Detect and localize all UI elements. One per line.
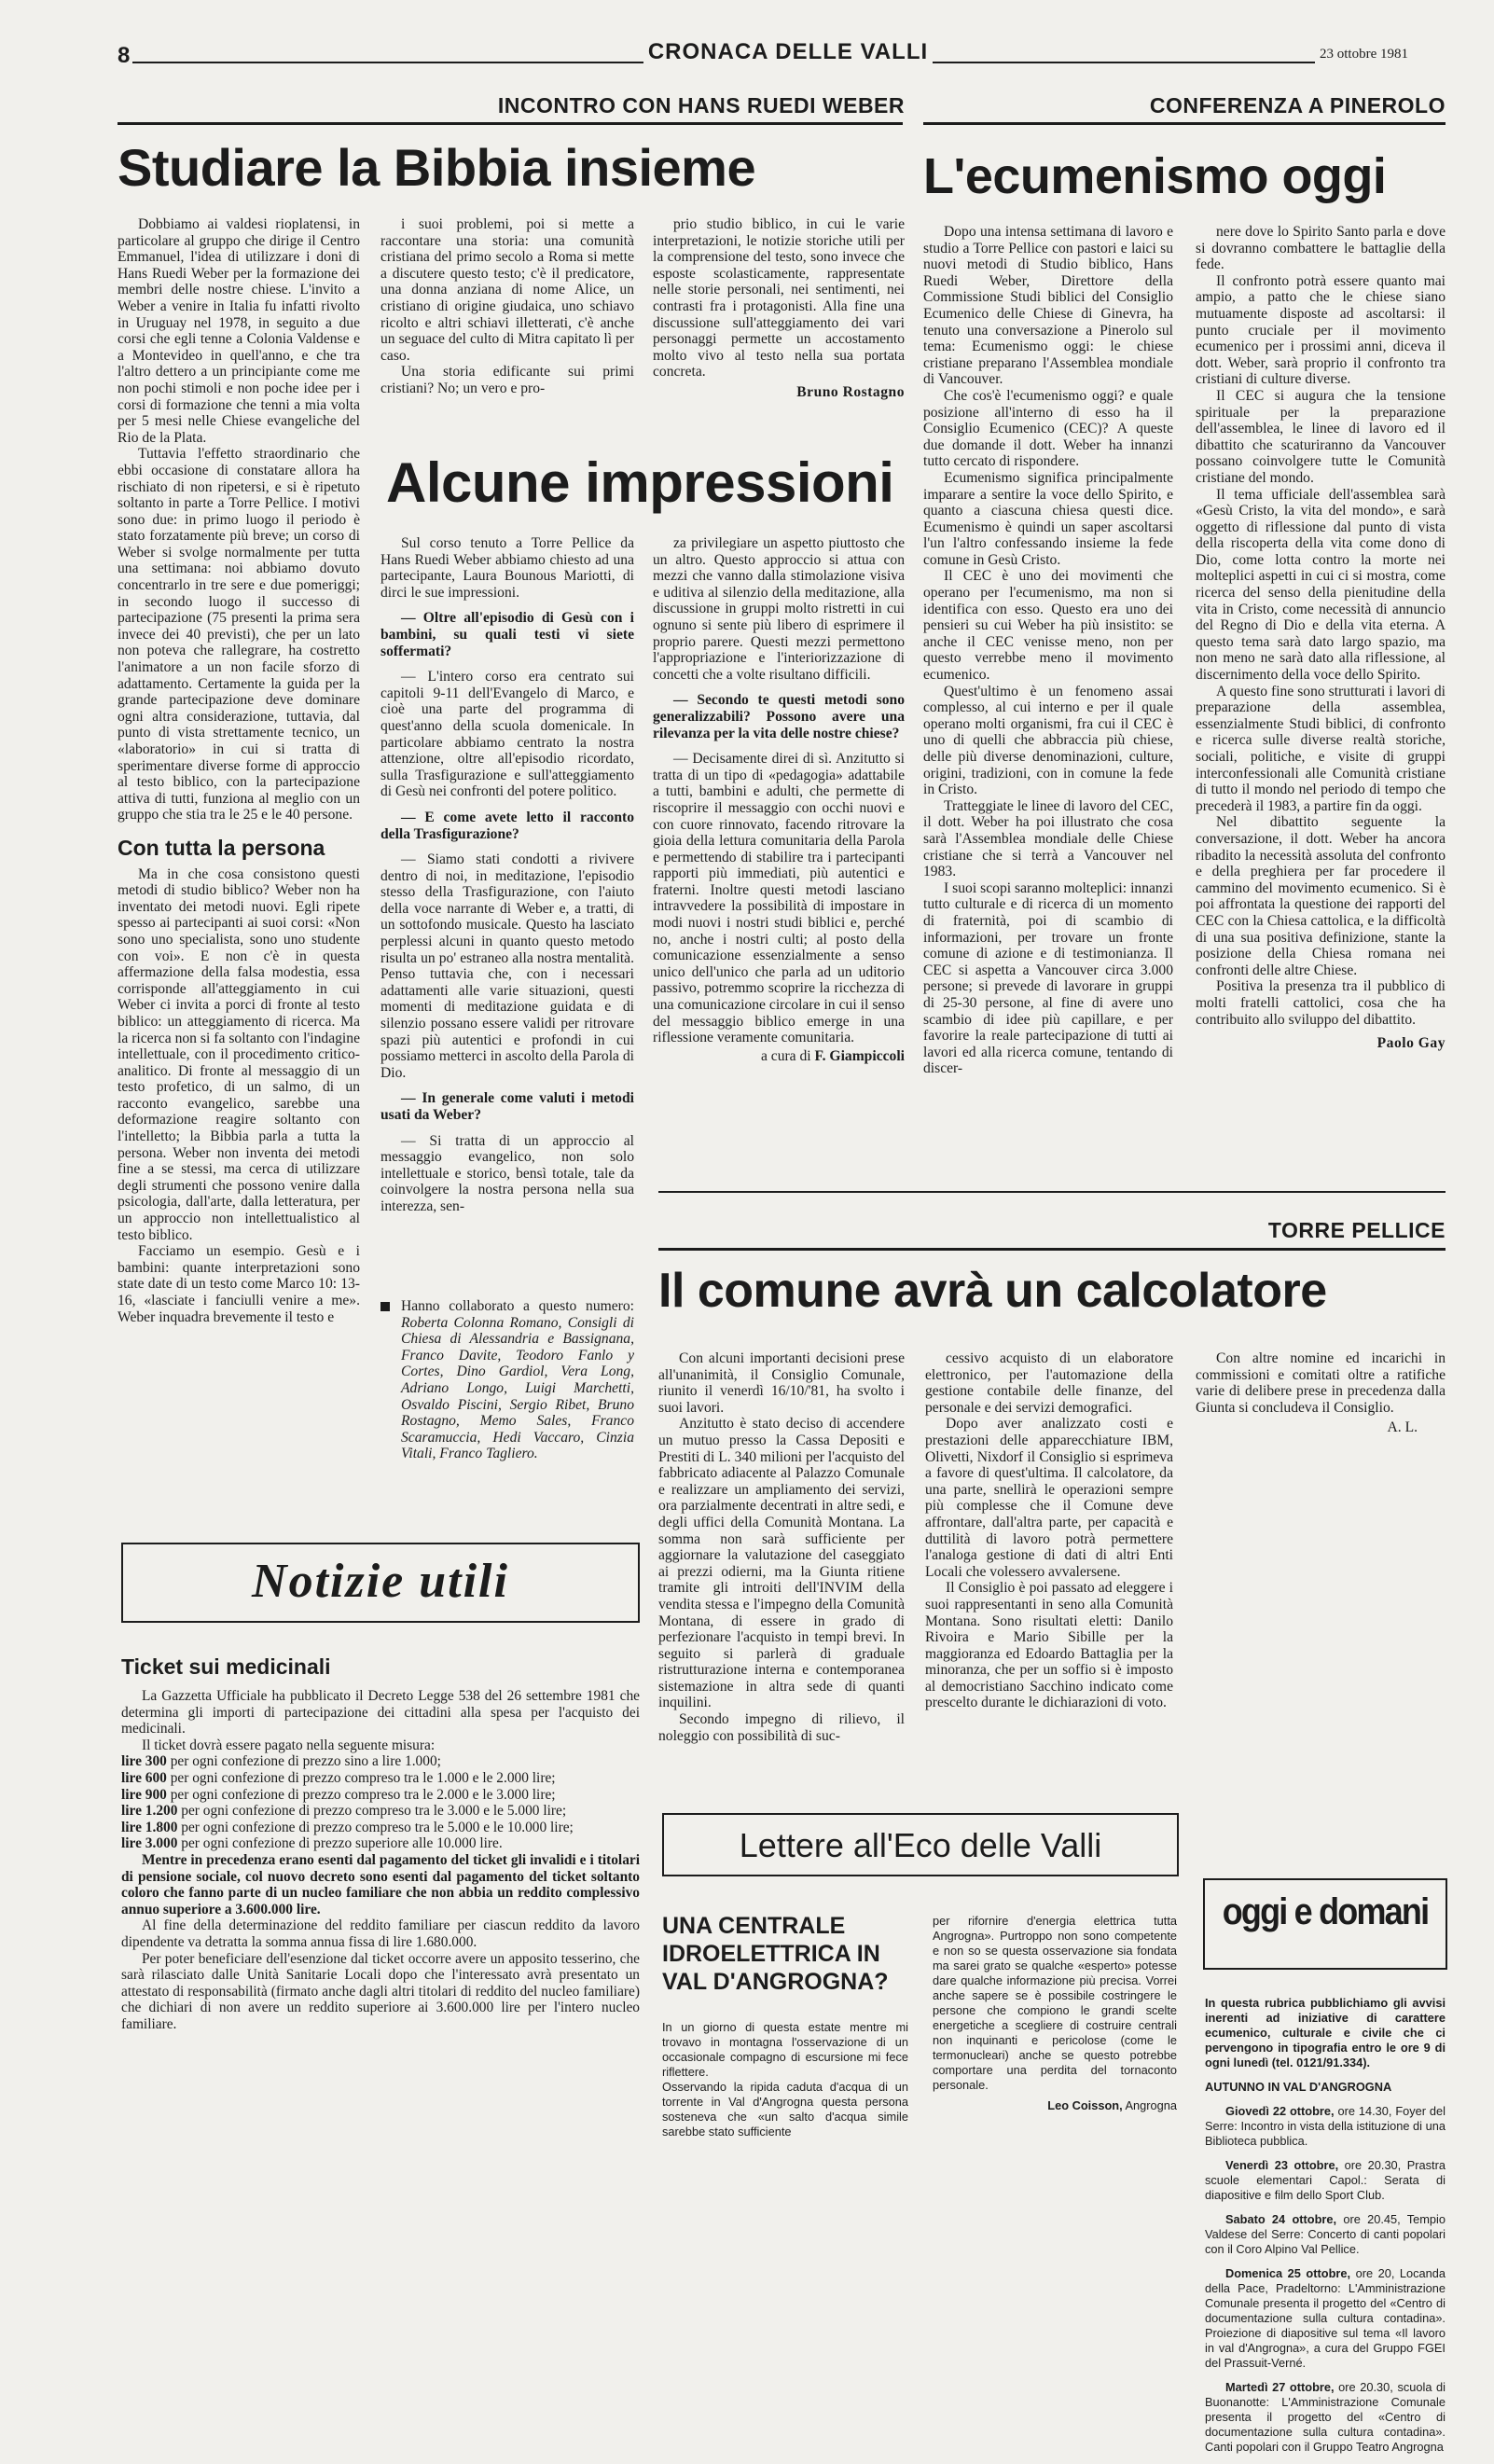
calculator-col2-p1: cessivo acquisto di un elaboratore elettronico, per l'automazione della gestione contabile delle finanze, del personale e dei servizi demografici. xyxy=(925,1350,1173,1416)
bible-col1-p2: Tuttavia l'effetto straordinario che ebbi occasione di constatare allora ha rischiato di non ripetersi, e si è ripetuto soltanto in parte a Torre Pellice. I motivi sono due: in primo luogo il periodo è stato forzatamente più breve; un corso di Weber si svolge normalmente per tutta una settimana: noi abbiamo dovuto concentrarlo in tre sere e due pomeriggi; in secondo luogo il successo di partecipazione (75 presenti la prima sera invece dei 40 previsti), che per un lato non poteva che rallegrare, ha costretto l'animatore a un non facile sforzo di adattamento. Certamente la guida per la grande partecipazione deve dominare ogni altra considerazione, tuttavia, dal punto di vista strettamente tecnico, un «laboratorio» in cui si tratta di sperimentare diverse forme di approccio al testo biblico, con la partecipazione attiva di tutti, funziona al meglio con un gruppo che stia tra le 25 e le 40 persone. xyxy=(118,446,360,824)
impressions-signature-prefix: a cura di xyxy=(760,1047,811,1064)
ecumenism-col2-p7: Positiva la presenza tra il pubblico di molti fratelli cattolici, cosa che ha contribuito allo sviluppo del dibattito. xyxy=(1196,978,1446,1028)
ticket-price: lire 1.800 xyxy=(121,1819,178,1835)
bible-kicker-rule xyxy=(118,122,903,125)
paper-title: CRONACA DELLE VALLI xyxy=(647,39,929,64)
letters-col1: In un giorno di questa estate mentre mi trovavo in montagna l'osservazione di un occasionale compagno di escursione mi fece riflettere. Osservando la ripida caduta d'acqua di un torrente in Val d'Angrogna questa persona sosteneva che «un salto d'acqua simile sarebbe stato sufficiente xyxy=(662,2020,908,2139)
notices-subhead: Ticket sui medicinali xyxy=(121,1654,331,1679)
calculator-col3 xyxy=(1196,1350,1446,1436)
bible-col2-p2: Una storia edificante sui primi cristiani? No; un vero e pro- xyxy=(380,364,634,396)
notices-para3: Per poter beneficiare dell'esenzione dal ticket occorre avere un apposito tesserino, che sarà rilasciato dalle Unità Sanitarie Locali dopo che l'interessato avrà presentato un attestato di responsabilità (firmato anche dagli altri titolari di reddito del nucleo familiare) che dichiari di non avere un reddito superiore ai 3.600.000 lire per l'intero nucleo familiare. xyxy=(121,1950,640,2032)
page-number: 8 xyxy=(118,43,131,68)
impressions-col2 xyxy=(653,535,905,1064)
impressions-a3: — Si tratta di un approccio al messaggio evangelico, non solo intellettuale e storico, bensì totale, tale da coinvolgere la nostra persona nella sua interezza, sen- xyxy=(380,1132,634,1214)
impressions-a4: — Decisamente direi di sì. Anzitutto si tratta di un tipo di «pedagogia» adattabile a tutti, bambini e adulti, che permette di riscoprire il messaggio con occhi nuovi e con cuore rinnovato, facendo ritrovare la gioia della lettura comunitaria della Parola e permettendo di stabilire tra i partecipanti rapporti più immediati, più autentici e fraterni. Inoltre questi metodi lasciano intravvedere la possibilità di impostare in modi nuovi i nostri studi biblici e, perché no, anche i nostri culti; al posto della comunicazione essenzialmente a senso unico dell'unico che parla ad un uditorio passivo, potremmo scoprire la ricchezza di una comunicazione circolare in cui il senso del messaggio biblico emerge in una riflessione veramente comunitaria. xyxy=(653,751,905,1046)
ecumenism-col1-p3: Ecumenismo significa principalmente imparare a sentire la voce dello Spirito, e quanto a ciascuna chiesa questi dice. Ecumenismo è quindi un saper ascoltarsi l'un l'altro confessando insieme la fede comune in Gesù Cristo. xyxy=(923,469,1173,568)
collaborators-block xyxy=(380,1298,634,1462)
ecumenism-signature: Paolo Gay xyxy=(1376,1035,1446,1052)
agenda-intro: In questa rubrica pubblichiamo gli avvisi inerenti ad iniziative di carattere ecumenico, culturale e civile che ci pervengono in tipografia entro le ore 9 di ogni lunedì (tel. 0121/91.334). xyxy=(1205,1996,1446,2069)
impressions-signature: F. Giampiccoli xyxy=(814,1047,905,1064)
agenda-item-text: ore 20.30, scuola di Buonanotte: L'Amministrazione Comunale presenta il progetto del «Centro di documentazione sulla cultura contadina». Canti popolari con il Gruppo Teatro Angrogna xyxy=(1205,2380,1446,2454)
agenda-item-date: Sabato 24 ottobre, xyxy=(1225,2212,1337,2226)
letters-signature: Leo Coisson, xyxy=(1047,2098,1123,2112)
agenda-item xyxy=(1205,2266,1446,2371)
ticket-desc: per ogni confezione di prezzo compreso tra le 1.000 e le 2.000 lire; xyxy=(170,1769,556,1786)
calculator-col2-p3: Il Consiglio è poi passato ad eleggere i suoi rappresentanti in seno alla Comunità Montana. Sono risultati eletti: Danilo Rivoira e Mario Sibille per la maggioranza ed Edoardo Battaglia per la minoranza, che per un soffio si è imposto al democristiano Sacchino indicato come prescelto durante le dichiarazioni di voto. xyxy=(925,1580,1173,1711)
ticket-price: lire 900 xyxy=(121,1786,167,1803)
bible-signature: Bruno Rostagno xyxy=(796,383,905,400)
agenda-item-date: Domenica 25 ottobre, xyxy=(1225,2266,1351,2280)
ticket-row xyxy=(121,1770,640,1787)
calculator-col2 xyxy=(925,1350,1173,1711)
ticket-price: lire 300 xyxy=(121,1753,167,1770)
calculator-col1-p2: Anzitutto è stato deciso di accendere un mutuo presso la Cassa Depositi e Prestiti di L. 340 milioni per l'acquisto del fabbricato adiacente al Palazzo Comunale e realizzare un ampliamento dei servizi, ora parzialmente decentrati in altre sedi, e degli uffici della Comunità Montana. La somma non sarà sufficiente per aggiornare la valutazione del caseggiato ai prezzi odierni, ma la Giunta ritiene tramite gli introiti dell'INVIM della vendita stessa e l'impegno della Comunità Montana, di essere in grado di perfezionare l'acquisto in tempi brevi. In seguito si parlerà di graduale ristrutturazione interna e contemporanea sistemazione in altra sede di quanti inquilini. xyxy=(658,1416,905,1711)
agenda-item xyxy=(1205,2212,1446,2257)
agenda-item-text: ore 20, Locanda della Pace, Pradeltorno: L'Amministrazione Comunale presenta il progetto del «Centro di documentazione sulla cultura contadina». Proiezione di diapositive sul tema «Il lavoro in val d'Angrogna», a cura del Gruppo FGEI del Prassuit-Verné. xyxy=(1205,2266,1446,2370)
ticket-row xyxy=(121,1803,640,1820)
ticket-desc: per ogni confezione di prezzo sino a lire 1.000; xyxy=(170,1753,441,1770)
ticket-price: lire 600 xyxy=(121,1769,167,1786)
letters-signature-line xyxy=(933,2098,1177,2113)
calculator-col2-p2: Dopo aver analizzato costi e prestazioni delle apparecchiature IBM, Olivetti, Nixdorf il Consiglio si esprimeva a favore di quest'ultima. Il calcolatore, da una parte, snellirà le operazioni sempre più complesse che il Comune deve affrontare, dall'altra parte, per capacità e duttilità di lavoro potrà permettere l'analoga gestione di dati di altri Enti Locali che volessero avvalersene. xyxy=(925,1416,1173,1580)
ecumenism-col1 xyxy=(923,224,1173,1077)
ecumenism-title: L'ecumenismo oggi xyxy=(923,148,1387,204)
ticket-desc: per ogni confezione di prezzo compreso tra le 3.000 e le 5.000 lire; xyxy=(181,1803,567,1820)
impressions-a1: — L'intero corso era centrato sui capitoli 9-11 dell'Evangelo di Marco, e cioè una parte del programma di quest'anno della scuola domenicale. In particolare abbiamo centrato la nostra attenzione, oltre all'episodio ricordato, sulla Trasfigurazione e sull'atteggiamento di Gesù nei confronti del potere politico. xyxy=(380,669,634,800)
bible-kicker: INCONTRO CON HANS RUEDI WEBER xyxy=(497,93,905,118)
ecumenism-col2-p5: A questo fine sono strutturati i lavori di preparazione della assemblea, essenzialmente Studi biblici, di confronto e ricerca sulle diverse realtà storiche, sociali, politiche, e visite di gruppi interconfessionali alle Comunità cristiane di tutto il mondo nel periodo di tempo che precederà il 1983, a partire fin da oggi. xyxy=(1196,683,1446,814)
notices-intro: La Gazzetta Ufficiale ha pubblicato il Decreto Legge 538 del 26 settembre 1981 che determina gli importi di partecipazione dei cittadini alla spesa per l'acquisto dei medicinali. xyxy=(121,1688,640,1737)
agenda-item-text: ore 20.30, Prastra scuole elementari Capol.: Serata di diapositive e film dello Sport Club. xyxy=(1205,2158,1446,2202)
notices-intro2: Il ticket dovrà essere pagato nella seguente misura: xyxy=(142,1737,436,1753)
impressions-title: Alcune impressioni xyxy=(386,451,894,514)
agenda-body xyxy=(1205,1996,1446,2464)
ticket-row xyxy=(121,1820,640,1836)
agenda-item xyxy=(1205,2104,1446,2149)
impressions-q1: — Oltre all'episodio di Gesù con i bambini, su quali testi vi siete soffermati? xyxy=(380,610,634,659)
issue-date: 23 ottobre 1981 xyxy=(1320,47,1408,62)
agenda-item xyxy=(1205,2380,1446,2455)
collaborators-intro: Hanno collaborato a questo numero: xyxy=(401,1298,634,1314)
ticket-row xyxy=(121,1787,640,1804)
notices-title: Notizie utili xyxy=(252,1555,509,1608)
ticket-desc: per ogni confezione di prezzo compreso tra le 2.000 e le 3.000 lire; xyxy=(170,1786,556,1803)
ticket-price: lire 1.200 xyxy=(121,1803,178,1820)
bible-col1-p1: Dobbiamo ai valdesi rioplatensi, in particolare al gruppo che dirige il Centro Emmanuel, l'idea di utilizzare i doni di Hans Ruedi Weber per la formazione dei membri delle nostre chiese. L'invito a Weber a venire in Italia fu infatti rivolto in Uruguay nel 1978, in seguito a due corsi che egli tenne a Colonia Valdense e a Montevideo in quell'anno, e che tra l'altro dettero a un principiante come me non pochi stimoli e non poche idee per i corsi di formazione che tenni a mia volta per 5 mesi nelle Chiese evangeliche del Rio de la Plata. xyxy=(118,216,360,446)
agenda-item xyxy=(1205,2158,1446,2203)
letters-col2-text: per rifornire d'energia elettrica tutta Angrogna». Purtroppo non sono competente e non so se questa osservazione sia fondata ma sarei grato se qualche «esperto» potesse dare qualche informazione più precisa. Vorrei anche sapere se è possibile costringere le persone che compiono le grandi scelte energetiche a scegliere di costruire centrali non inquinanti e pericolose (come le termonucleari) anche se questo potrebbe comportare una perdita del tornaconto personale. xyxy=(933,1914,1177,2092)
ticket-desc: per ogni confezione di prezzo superiore alle 10.000 lire. xyxy=(181,1835,503,1852)
bullet-square-icon xyxy=(380,1302,390,1311)
bible-col3 xyxy=(653,216,905,401)
notices-body xyxy=(121,1688,640,2032)
letters-col2 xyxy=(933,1914,1177,2113)
collaborators-names: Roberta Colonna Romano, Consigli di Chiesa di Alessandria e Bassignana, Franco Davite, Teodoro Fanlo y Cortes, Dino Gardiol, Vera Long, Adriano Longo, Luigi Marchetti, Osvaldo Piscini, Sergio Ribet, Bruno Rostagno, Memo Sales, Franco Scaramuccia, Hedi Vaccaro, Cinzia Vitali, Franco Tagliero. xyxy=(401,1314,634,1462)
ticket-row xyxy=(121,1835,640,1852)
bible-subhead: Con tutta la persona xyxy=(118,835,325,860)
ecumenism-col2-p3: Il CEC si augura che la tensione spirituale per la preparazione dell'assemblea, le linee di lavoro ed il dibattito che scaturiranno da Vancouver possano coinvolgere tutte le Comunità cristiane del mondo. xyxy=(1196,387,1446,486)
calculator-signature: A. L. xyxy=(1387,1419,1418,1436)
bible-col3-p1: prio studio biblico, in cui le varie interpretazioni, le notizie storiche utili per la comprensione del testo, sono invece che esposte scolasticamente, rappresentate nelle storie personali, nei sentimenti, nei contrasti fra i protagonisti. Alla fine una discussione sull'atteggiamento dei vari personaggi permette un accostamento molto vivo al testo nella sua portata concreta. xyxy=(653,216,905,381)
calculator-kicker: TORRE PELLICE xyxy=(1267,1218,1446,1242)
agenda-item-date: Giovedì 22 ottobre, xyxy=(1225,2104,1335,2118)
ecumenism-col1-p4: Il CEC è uno dei movimenti che operano per l'ecumenismo, ma non si identifica con esso. Questo era uno dei pensieri su cui Weber ha più insistito: se anche il CEC venisse meno, non per questo verrebbe meno il movimento ecumenico. xyxy=(923,568,1173,684)
ecumenism-col2-p2: Il confronto potrà essere quanto mai ampio, a patto che le chiese siano mutuamente disposte ad ascoltarsi: il punto cruciale per il movimento ecumenico per i prossimi anni, diceva il dott. Weber, sarà proprio il confronto tra cristiani di culture diverse. xyxy=(1196,272,1446,388)
calculator-kicker-rule xyxy=(658,1248,1446,1251)
calculator-title: Il comune avrà un calcolatore xyxy=(658,1264,1327,1318)
notices-para2: Al fine della determinazione del reddito familiare per ciascun reddito da lavoro dipendente va detratta la somma annua fissa di lire 1.680.000. xyxy=(121,1917,640,1950)
bible-col1 xyxy=(118,216,360,1325)
ecumenism-col2 xyxy=(1196,224,1446,1052)
impressions-col3a: za privilegiare un aspetto piuttosto che un altro. Questo approccio si attua con mezzi che vanno dalla stimolazione visiva e uditiva al silenzio della meditazione, alla discussione in gruppi molto ristretti in cui ognuno si sente più libero di esprimere il proprio parere. Questi mezzi permettono l'appropriazione e l'interiorizzazione di concetti che a volte risultano difficili. xyxy=(653,535,905,683)
bible-col2-p1: i suoi problemi, poi si mette a raccontare una storia: una comunità cristiana del primo secolo a Roma si mette a discutere questo testo; c'è il predicatore, una donna anziana di nome Alice, un cristiano di origine giudaica, uno schiavo ricolto e altri schiavi illetterati, c'è anche un seguace del culto di Mitra capitato lì per caso. xyxy=(380,216,634,364)
bible-col1b-p1: Ma in che cosa consistono questi metodi di studio biblico? Weber non ha inventato dei metodi nuovi. Egli ripete spesso ai partecipanti ai suoi corsi: «Non sono uno specialista, sono uno studente con voi». E non c'è in questa affermazione della falsa modestia, essa corrisponde all'atteggiamento in cui Weber ci invita a porci di fronte al testo biblico: un atteggiamento di ricerca. Ma la ricerca non si fa soltanto con l'indagine intellettuale, con il procedimento critico-analitico. Di fronte al messaggio di un testo profetico, di un salmo, di un racconto evangelico, sarebbe una deformazione reagire soltanto con l'intelletto; la Bibbia parla a tutta la persona. Weber non inventa dei metodi fine a se stessi, ma cerca di utilizzare degli strumenti che possono venire dalla psicologia, dall'arte, dalla letteratura, per un approccio non intellettualistico al testo biblico. xyxy=(118,865,360,1243)
agenda-item-text: ore 20.45, Tempio Valdese del Serre: Concerto di canti popolari con il Coro Alpino Val Pellice. xyxy=(1205,2212,1446,2256)
impressions-intro: Sul corso tenuto a Torre Pellice da Hans Ruedi Weber abbiamo chiesto ad una partecipante, Laura Bounous Mariotti, di dirci le sue impressioni. xyxy=(380,535,634,601)
calculator-col1 xyxy=(658,1350,905,1744)
masthead-rule-left xyxy=(132,62,643,63)
ecumenism-col1-p7: I suoi scopi saranno molteplici: innanzi tutto culturale e di ricerca di un momento di fraternità, poi di scambio di informazioni, per trovare un fronte comune di azione e di testimonianza. Il CEC si aspetta a Vancouver circa 3.000 persone; si prevede di lavorare in gruppi di 25-30 persone, al fine di avere uno scambio di idee più capillare, e per favorire la reale partecipazione di tutti ai lavori ed alla ricerca comune, tentando di discer- xyxy=(923,879,1173,1077)
bible-col2 xyxy=(380,216,634,397)
ecumenism-kicker-rule xyxy=(923,122,1446,125)
agenda-logo: oggi e domani xyxy=(1222,1891,1429,1932)
agenda-item-date: Martedì 27 ottobre, xyxy=(1225,2380,1335,2394)
impressions-col1 xyxy=(380,535,634,1215)
ecumenism-col2-p6: Nel dibattito seguente la conversazione, il dott. Weber ha ancora ribadito la necessità assoluta del confronto e della preghiera per far procedere il cammino del movimento ecumenico. Si è poi affrontata la questione dei rapporti del CEC con la Chiesa cattolica, e la difficoltà di una sua positiva definizione, stante la posizione della Chiesa romana nei confronti delle altre Chiese. xyxy=(1196,814,1446,978)
ecumenism-col1-p6: Tratteggiate le linee di lavoro del CEC, il dott. Weber ha poi illustrato che cosa sarà l'Assemblea mondiale delle Chiese cristiane che si terrà a Vancouver nel 1983. xyxy=(923,797,1173,880)
ecumenism-col2-p4: Il tema ufficiale dell'assemblea sarà «Gesù Cristo, la vita del mondo», e sarà oggetto di riflessione dal punto di vista della riscoperta della vita come dono di Dio, come lotta contro la morte nei molteplici aspetti in cui ci si mostra, come ricerca del senso della pienitudine della vita in Cristo, come necessità di annuncio del Regno di Dio e della vita eterna. A questo tema sarà dato largo spazio, ma non meno ne sarà dato alla riflessione, al discernimento della voce dello Spirito. xyxy=(1196,486,1446,684)
calculator-col3-p1: Con altre nomine ed incarichi in commissioni e comitati oltre a ratifiche varie di delibere prese in precedenza dalla Giunta si concludeva il Consiglio. xyxy=(1196,1350,1446,1416)
letters-signature-place: Angrogna xyxy=(1125,2098,1177,2112)
agenda-section: AUTUNNO IN VAL D'ANGROGNA xyxy=(1205,2080,1392,2094)
calculator-col1-p3: Secondo impegno di rilievo, il noleggio con possibilità di suc- xyxy=(658,1711,905,1744)
agenda-items xyxy=(1205,2104,1446,2455)
agenda-item-text: ore 14.30, Foyer del Serre: Incontro in vista della istituzione di una Biblioteca pubblica. xyxy=(1205,2104,1446,2148)
ecumenism-col1-p1: Dopo una intensa settimana di lavoro e studio a Torre Pellice con pastori e laici su nuovi metodi di Studio biblico, Hans Ruedi Weber, Direttore della Commissione Studi biblici del Consiglio Ecumenico delle Chiese di Ginevra, ha tenuto una conversazione a Pinerolo sul tema: Ecumenismo oggi: le chiese cristiane preparano l'Assemblea mondiale di Vancouver. xyxy=(923,224,1173,388)
masthead-rule-right xyxy=(933,62,1315,63)
ticket-row xyxy=(121,1753,640,1770)
letters-headline: UNA CENTRALE IDROELETTRICA IN VAL D'ANGROGNA? xyxy=(662,1913,889,1995)
ecumenism-col1-p5: Quest'ultimo è un fenomeno assai complesso, al cui interno e per il quale operano molti organismi, fra cui il CEC è uno di quelli che abbraccia più chiese, delle più diverse denominazioni, culture, origini, tradizioni, con in comune la fede in Cristo. xyxy=(923,683,1173,798)
impressions-q3: — In generale come valuti i metodi usati da Weber? xyxy=(380,1090,634,1123)
impressions-q4: — Secondo te questi metodi sono generalizzabili? Possono avere una rilevanza per la vita delle nostre chiese? xyxy=(653,692,905,741)
ticket-list xyxy=(121,1753,640,1852)
calculator-col1-p1: Con alcuni importanti decisioni prese all'unanimità, il Consiglio Comunale, riunito il venerdì 16/10/'81, ha svolto i suoi lavori. xyxy=(658,1350,905,1416)
notices-para1: Mentre in precedenza erano esenti dal pagamento del ticket gli invalidi e i titolari di pensione sociale, col nuovo decreto sono esenti dal pagamento del ticket soltanto coloro che fanno parte di un nucleo familiare che non abbia un reddito complessivo annuo superiore a 3.600.000 lire. xyxy=(121,1851,640,1917)
impressions-a2: — Siamo stati condotti a rivivere dentro di noi, in meditazione, l'episodio stesso della Trasfigurazione, con l'aiuto della voce narrante di Weber e, a tratti, di un sottofondo musicale. Questo ha lasciato perplessi alcuni in quanto questo metodo risulta un po' estraneo alla nostra mentalità. Penso tuttavia che, con i necessari adattamenti alle varie situazioni, questi momenti di meditazione guidata e di silenzio possano essere validi per ritrovare spazi più autentici e profondi in cui possiamo metterci in ascolto della Parola di Dio. xyxy=(380,851,634,1081)
ticket-price: lire 3.000 xyxy=(121,1835,178,1852)
ecumenism-col1-p2: Che cos'è l'ecumenismo oggi? e quale posizione all'interno di esso ha il Consiglio Ecumenico (CEC)? A queste due domande il dott. Weber ha innanzi tutto cercato di rispondere. xyxy=(923,387,1173,470)
ticket-desc: per ogni confezione di prezzo compreso tra le 5.000 e le 10.000 lire; xyxy=(181,1819,574,1835)
ecumenism-kicker: CONFERENZA A PINEROLO xyxy=(1149,93,1446,118)
impressions-q2: — E come avete letto il racconto della Trasfigurazione? xyxy=(380,809,634,842)
agenda-item-date: Venerdì 23 ottobre, xyxy=(1225,2158,1339,2172)
letters-title: Lettere all'Eco delle Valli xyxy=(739,1826,1102,1864)
impressions-signature-line xyxy=(653,1048,905,1065)
ecumenism-col2-p1: nere dove lo Spirito Santo parla e dove si dovranno combattere le battaglie della fede. xyxy=(1196,224,1446,273)
bible-col1b-p2: Facciamo un esempio. Gesù e i bambini: quante interpretazioni sono state date di un testo come Marco 10: 13-16, «lasciate i fanciulli venire a me». Weber inquadra brevemente il testo e xyxy=(118,1243,360,1325)
bible-title: Studiare la Bibbia insieme xyxy=(118,138,756,197)
calculator-top-rule xyxy=(658,1191,1446,1193)
